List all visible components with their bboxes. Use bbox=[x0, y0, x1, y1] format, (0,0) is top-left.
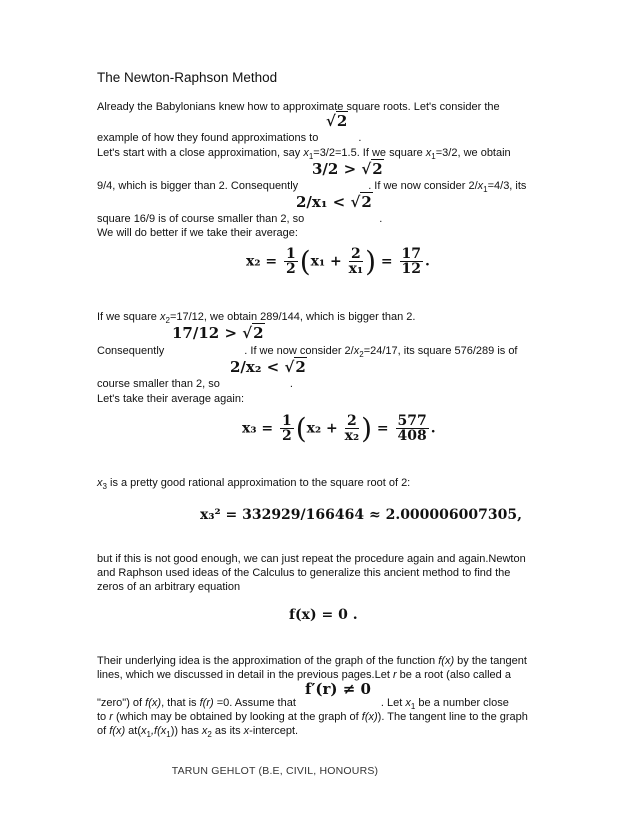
inequality-formula: 3/2 > √2 bbox=[312, 160, 383, 178]
paragraph-line: but if this is not good enough, we can just repeat the procedure again and again.Newton bbox=[97, 553, 526, 565]
paragraph-line: Let's start with a close approximation, say $x_1=3/2=1.5$. If we square $x_1=3/2$, we obtain bbox=[97, 147, 511, 162]
paragraph-line: and Raphson used ideas of the Calculus to generalize this ancient method to find the bbox=[97, 567, 511, 579]
paragraph-line: lines, which we discussed in detail in the previous pages.Let r be a root (also called a bbox=[97, 669, 511, 681]
paragraph-line: of f(x) $at(x_1,f(x_1))$ has $x_2$ as its x-intercept. bbox=[97, 725, 299, 740]
paragraph-line: Let's take their average again: bbox=[97, 393, 245, 405]
paragraph-line: "zero") of f(x), that is f(r) =0. Assume that . Let $x_1$ be a number close bbox=[97, 697, 509, 712]
paragraph-line: 9/4, which is bigger than 2. Consequently . If we now consider $2/x_1=4/3$, its bbox=[97, 180, 527, 195]
inequality-formula: 2/x₂ < √2 bbox=[230, 358, 306, 376]
page-footer: TARUN GEHLOT (B.E, CIVIL, HONOURS) bbox=[171, 765, 379, 777]
paragraph-line: Consequently . If we now consider $2/x_2=24/17$, its square 576/289 is of bbox=[97, 345, 518, 360]
sqrt-two-formula: √2 bbox=[326, 112, 348, 130]
inequality-formula: 2/x₁ < √2 bbox=[296, 193, 372, 211]
paragraph-line: Their underlying idea is the approximation of the graph of the function f(x) by the tangent bbox=[97, 655, 527, 667]
inequality-formula: 17/12 > √2 bbox=[172, 324, 264, 342]
equation-formula: f(x) = 0 . bbox=[289, 607, 358, 623]
paragraph-line: to r (which may be obtained by looking at the graph of f(x)). The tangent line to the graph bbox=[97, 711, 528, 723]
x2-formula: x₂ = $\frac{1}{2}$ (x₁ + $\frac{2}{\text{x₁}}$ ) = $\frac{17}{12}$ . bbox=[246, 245, 430, 278]
x3-squared-formula: x₃² = 332929/166464 ≈ 2.000006007305, bbox=[200, 507, 522, 523]
paragraph-line: zeros of an arbitrary equation bbox=[97, 581, 241, 593]
paragraph-line: We will do better if we take their average: bbox=[97, 227, 298, 239]
paragraph-line: example of how they found approximations to . bbox=[97, 132, 362, 144]
paragraph-line: Already the Babylonians knew how to approximate square roots. Let's consider the bbox=[97, 101, 500, 113]
paragraph-line: square 16/9 is of course smaller than 2, so . bbox=[97, 213, 383, 225]
page-title: The Newton-Raphson Method bbox=[97, 70, 278, 85]
derivative-formula: f′(r) ≠ 0 bbox=[305, 680, 371, 698]
paragraph-line: If we square $x_2=17/12$, we obtain 289/144, which is bigger than 2. bbox=[97, 311, 416, 326]
x3-formula: x₃ = $\frac{1}{2}$ (x₂ + $\frac{2}{\text{x₂}}$ ) = $\frac{577}{408}$ . bbox=[242, 412, 436, 445]
paragraph-line: course smaller than 2, so . bbox=[97, 378, 293, 390]
paragraph-line: $x_3$ is a pretty good rational approximation to the square root of 2: bbox=[97, 477, 411, 492]
